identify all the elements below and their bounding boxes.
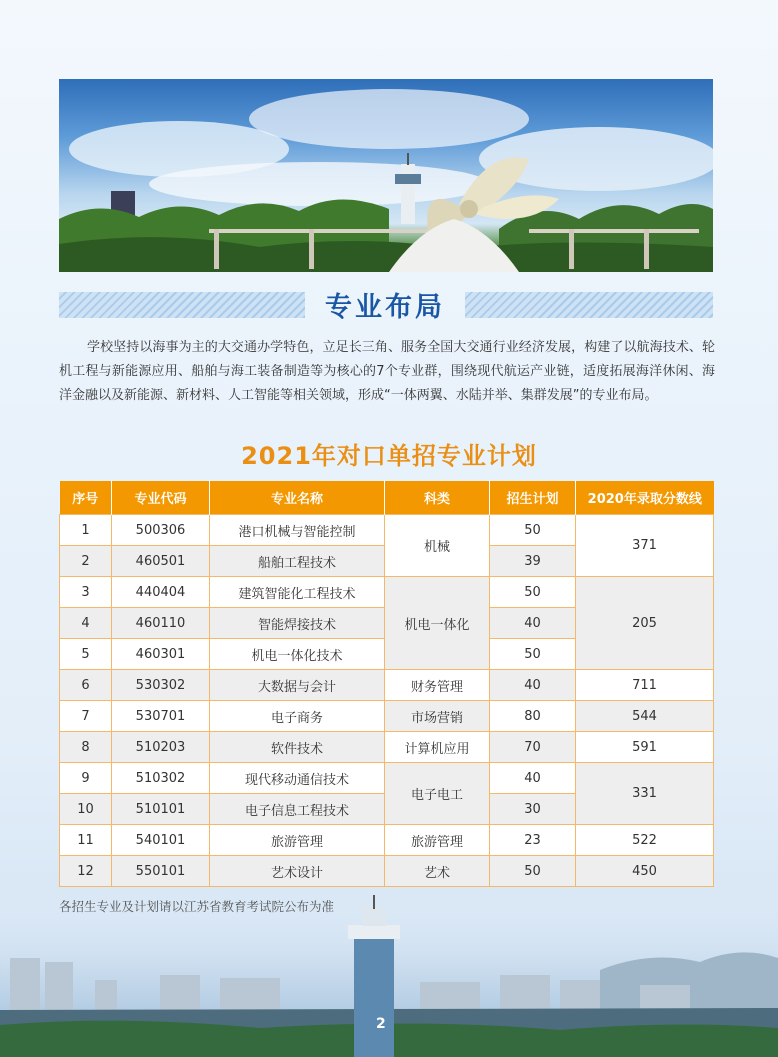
cell-category: 旅游管理 — [385, 825, 490, 856]
cell-name: 电子信息工程技术 — [210, 794, 385, 825]
table-row — [60, 825, 714, 856]
cell-code: 500306 — [112, 515, 210, 546]
cell-plan: 80 — [490, 701, 576, 732]
cell-plan: 40 — [490, 608, 576, 639]
header-plan: 招生计划 — [490, 481, 576, 515]
campus-photo — [59, 79, 713, 272]
header-no: 序号 — [60, 481, 112, 515]
header-category: 科类 — [385, 481, 490, 515]
cell-no: 6 — [60, 670, 112, 701]
section-title: 专业布局 — [325, 292, 445, 323]
cell-code: 510203 — [112, 732, 210, 763]
cell-name: 软件技术 — [210, 732, 385, 763]
cell-plan: 50 — [490, 639, 576, 670]
cell-plan: 70 — [490, 732, 576, 763]
page-number: 2 — [376, 1016, 386, 1032]
cell-code: 460110 — [112, 608, 210, 639]
cell-no: 4 — [60, 608, 112, 639]
cell-code: 550101 — [112, 856, 210, 887]
cell-code: 530302 — [112, 670, 210, 701]
header-code: 专业代码 — [112, 481, 210, 515]
table-row — [60, 763, 714, 794]
cell-name: 港口机械与智能控制 — [210, 515, 385, 546]
cell-score: 522 — [576, 825, 714, 856]
cell-plan: 50 — [490, 577, 576, 608]
cell-name: 机电一体化技术 — [210, 639, 385, 670]
cell-code: 530701 — [112, 701, 210, 732]
cell-plan: 50 — [490, 856, 576, 887]
admission-plan-table — [59, 481, 714, 887]
cell-score: 711 — [576, 670, 714, 701]
cell-name: 智能焊接技术 — [210, 608, 385, 639]
cell-code: 460301 — [112, 639, 210, 670]
cell-name: 建筑智能化工程技术 — [210, 577, 385, 608]
cell-plan: 30 — [490, 794, 576, 825]
cell-code: 510101 — [112, 794, 210, 825]
cell-category: 计算机应用 — [385, 732, 490, 763]
cell-score: 205 — [576, 577, 714, 670]
cell-no: 10 — [60, 794, 112, 825]
section-title-decoration-right — [465, 292, 713, 318]
cell-name: 现代移动通信技术 — [210, 763, 385, 794]
cell-no: 2 — [60, 546, 112, 577]
cell-score: 544 — [576, 701, 714, 732]
cell-category: 机械 — [385, 515, 490, 577]
cell-no: 7 — [60, 701, 112, 732]
table-row — [60, 701, 714, 732]
cell-no: 8 — [60, 732, 112, 763]
cell-code: 440404 — [112, 577, 210, 608]
plan-title: 2021年对口单招专业计划 — [241, 442, 537, 470]
cell-name: 旅游管理 — [210, 825, 385, 856]
cell-code: 540101 — [112, 825, 210, 856]
cell-no: 12 — [60, 856, 112, 887]
cell-score: 450 — [576, 856, 714, 887]
section-title-decoration-left — [59, 292, 305, 318]
cell-category: 电子电工 — [385, 763, 490, 825]
cell-no: 3 — [60, 577, 112, 608]
cell-name: 艺术设计 — [210, 856, 385, 887]
cell-no: 5 — [60, 639, 112, 670]
cell-name: 电子商务 — [210, 701, 385, 732]
cell-code: 510302 — [112, 763, 210, 794]
cell-plan: 23 — [490, 825, 576, 856]
table-row — [60, 856, 714, 887]
table-body — [60, 515, 714, 887]
header-name: 专业名称 — [210, 481, 385, 515]
cell-plan: 50 — [490, 515, 576, 546]
cell-category: 市场营销 — [385, 701, 490, 732]
cell-name: 大数据与会计 — [210, 670, 385, 701]
cell-plan: 39 — [490, 546, 576, 577]
intro-paragraph: 学校坚持以海事为主的大交通办学特色，立足长三角、服务全国大交通行业经济发展，构建了以航海技术、轮机工程与新能源应用、船舶与海工装备制造等为核心的7个专业群，围绕现代航运产业链，适度拓展海洋休闲、海洋金融以及新能源、新材料、人工智能等相关领域，形成“一体两翼、水陆并举、集群发展”的专业布局。 — [59, 340, 715, 403]
cell-score: 331 — [576, 763, 714, 825]
table-row — [60, 732, 714, 763]
cell-plan: 40 — [490, 763, 576, 794]
header-score: 2020年录取分数线 — [576, 481, 714, 515]
table-header-row — [60, 481, 714, 515]
cell-category: 艺术 — [385, 856, 490, 887]
cell-no: 11 — [60, 825, 112, 856]
cell-plan: 40 — [490, 670, 576, 701]
table-row — [60, 515, 714, 546]
cell-code: 460501 — [112, 546, 210, 577]
cell-score: 371 — [576, 515, 714, 577]
table-row — [60, 670, 714, 701]
cell-score: 591 — [576, 732, 714, 763]
cell-category: 机电一体化 — [385, 577, 490, 670]
table-row — [60, 577, 714, 608]
cell-no: 9 — [60, 763, 112, 794]
cell-no: 1 — [60, 515, 112, 546]
city-skyline-photo — [0, 890, 778, 1057]
cell-name: 船舶工程技术 — [210, 546, 385, 577]
cell-category: 财务管理 — [385, 670, 490, 701]
